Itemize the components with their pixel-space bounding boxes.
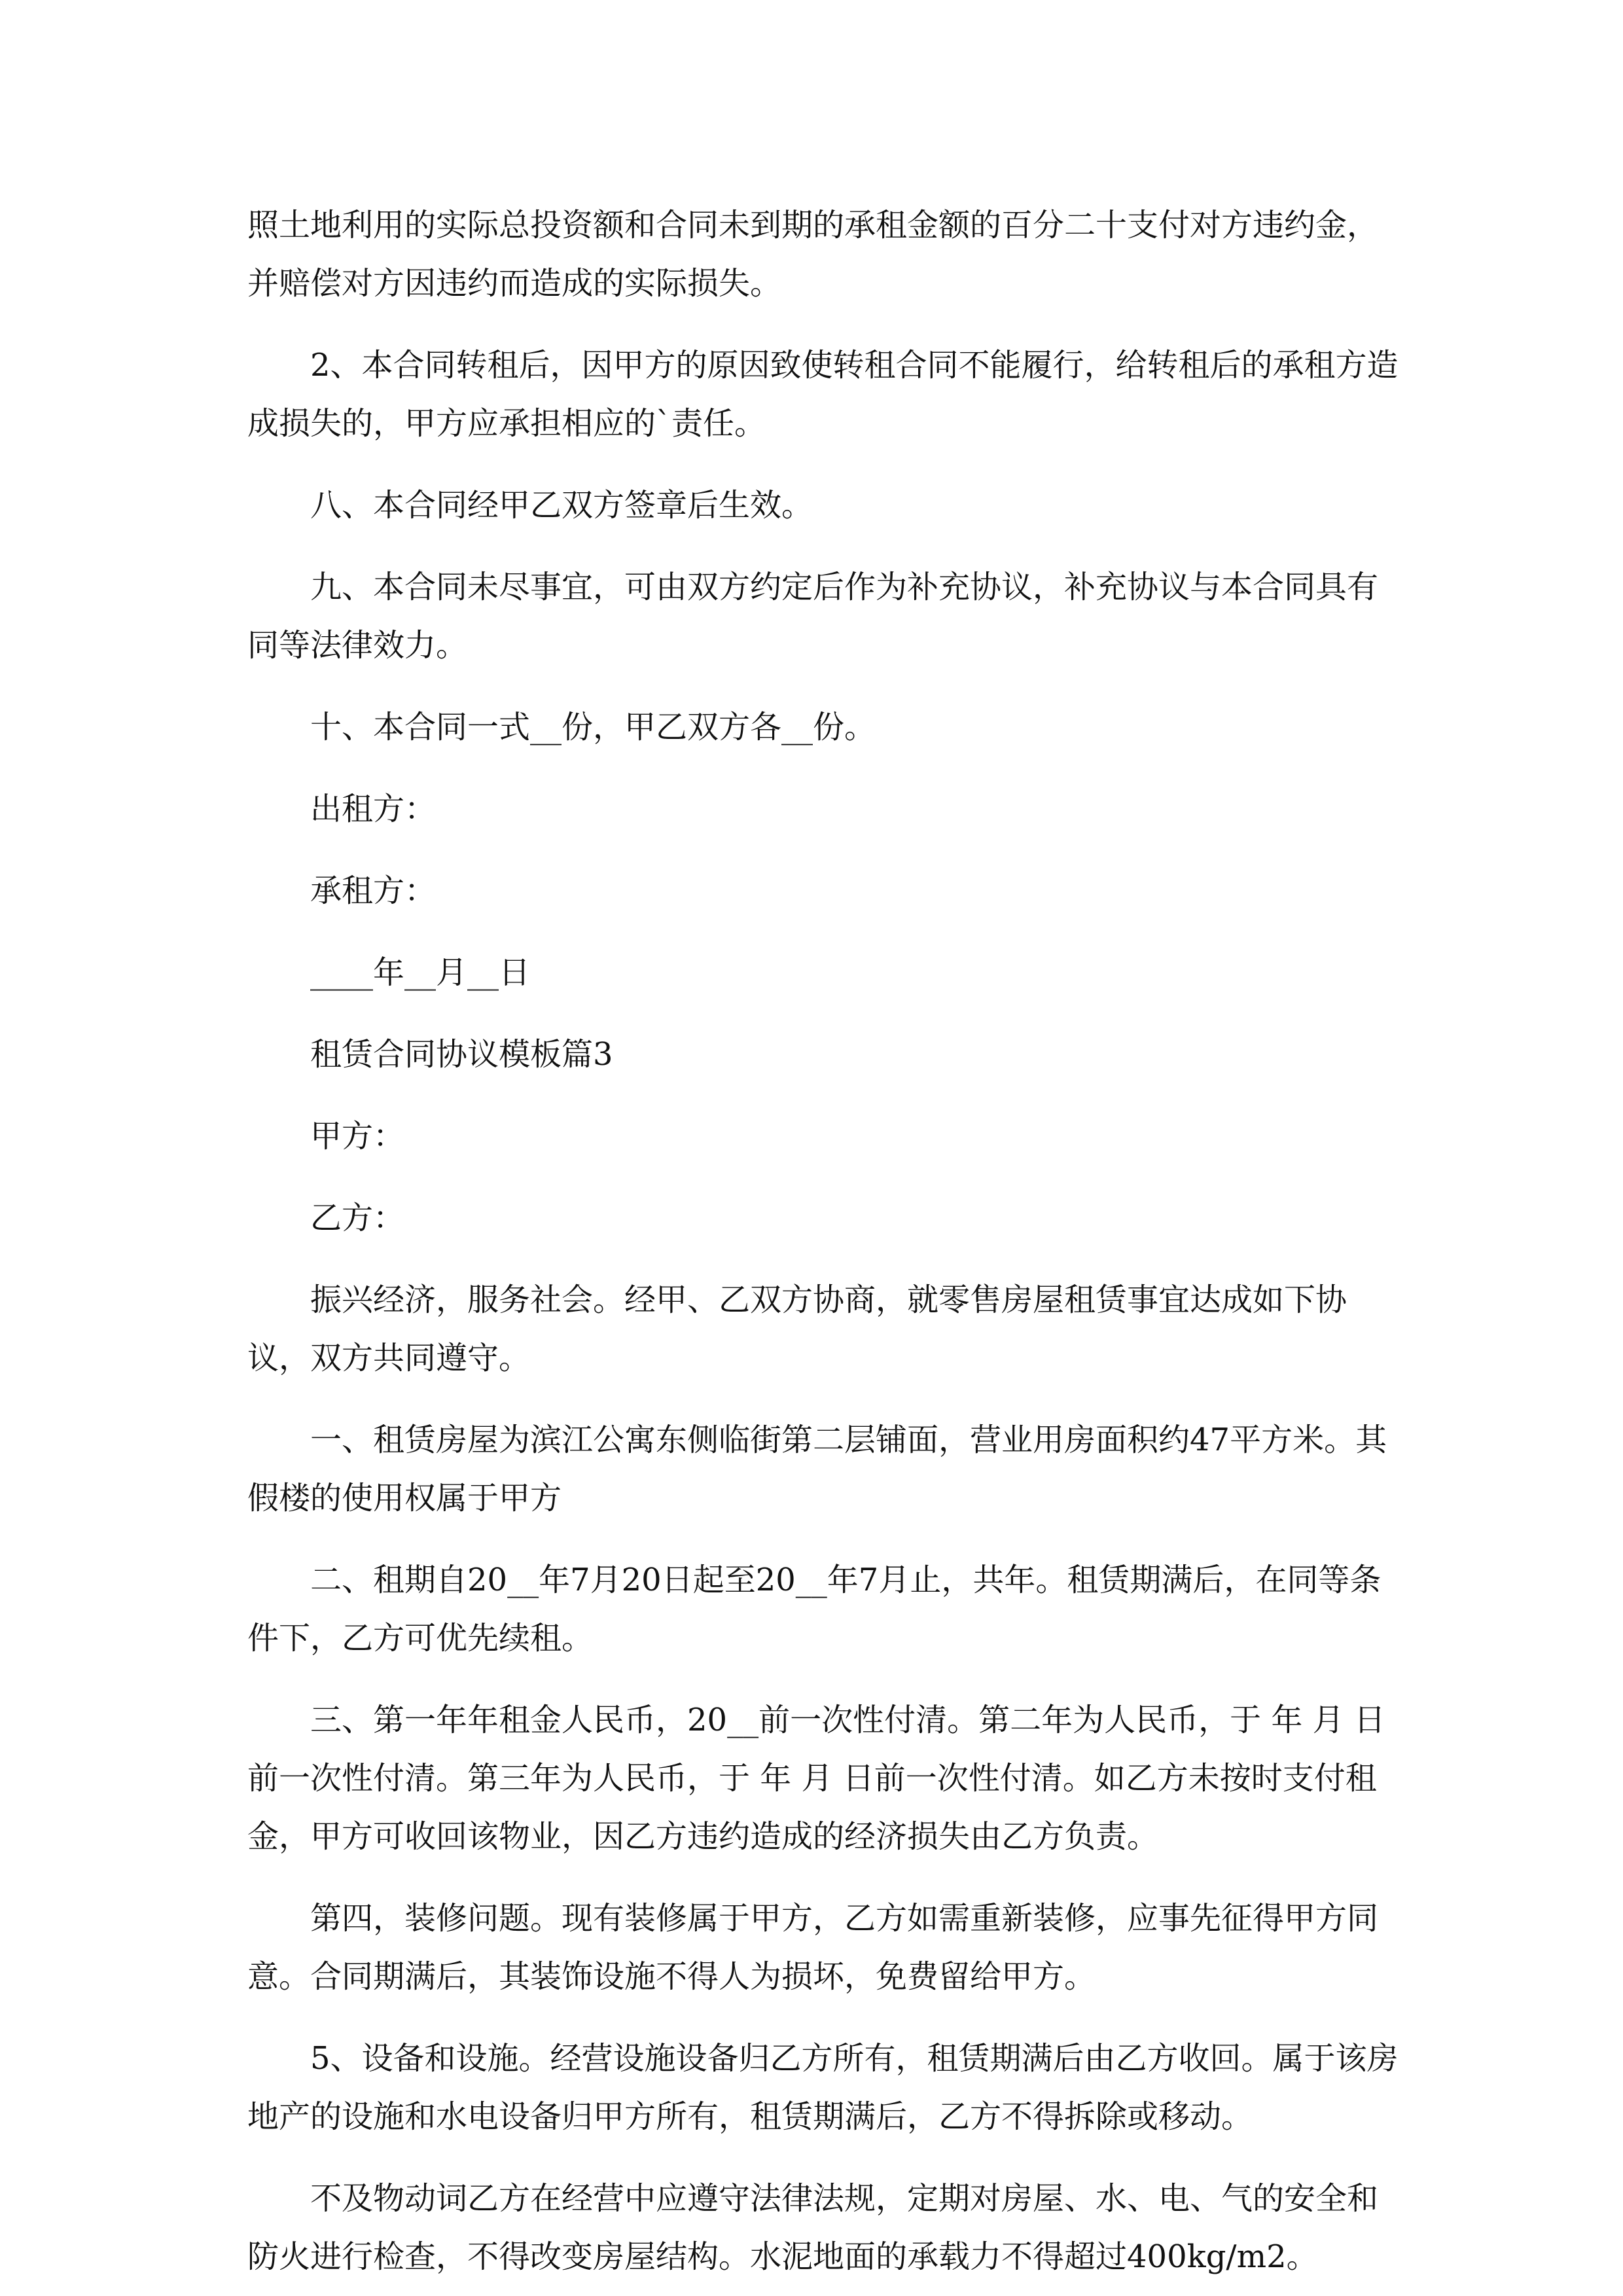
paragraph-clause-6: 不及物动词乙方在经营中应遵守法律法规，定期对房屋、水、电、气的安全和防火进行检查，不得改变房屋结构。水泥地面的承载力不得超过400kg/m2。 [247,2180,1379,2275]
section-heading: 租赁合同协议模板篇3 [310,1036,613,1073]
paragraph-liability-continued: 照土地利用的实际总投资额和合同未到期的承租金额的百分二十支付对方违约金，并赔偿对方因违约而造成的实际损失。 [247,207,1379,302]
paragraph-sublease-liability: 2、本合同转租后，因甲方的原因致使转租合同不能履行，给转租后的承租方造成损失的，甲方应承担相应的`责任。 [247,347,1399,442]
paragraph-preamble: 振兴经济，服务社会。经甲、乙双方协商，就零售房屋租赁事宜达成如下协议，双方共同遵守。 [247,1282,1347,1376]
paragraph-clause-2: 二、租期自20__年7月20日起至20__年7月止，共年。租赁期满后，在同等条件下，乙方可优先续租。 [247,1562,1382,1657]
paragraph-clause-1: 一、租赁房屋为滨江公寓东侧临街第二层铺面，营业用房面积约47平方米。其假楼的使用权属于甲方 [247,1422,1387,1516]
paragraph-clause-5: 5、设备和设施。经营设施设备归乙方所有，租赁期满后由乙方收回。属于该房地产的设施和水电设备归甲方所有，租赁期满后，乙方不得拆除或移动。 [247,2040,1399,2135]
paragraph-effective-clause: 八、本合同经甲乙双方签章后生效。 [310,487,813,524]
party-b-label: 乙方： [310,1200,405,1236]
paragraph-clause-3: 三、第一年年租金人民币，20__前一次性付清。第二年为人民币，于 年 月 日前一次性付清。第三年为人民币，于 年 月 日前一次性付清。如乙方未按时支付租金，甲方可收回该物业，因乙方违约造成的经济损失由乙方负责。 [247,1702,1385,1855]
document-body [247,196,1399,2286]
party-a-label: 甲方： [310,1118,405,1155]
paragraph-copies-clause: 十、本合同一式__份，甲乙双方各__份。 [310,709,876,745]
signature-date: ____年__月__日 [310,954,531,991]
signature-lessee: 承租方： [310,872,437,909]
signature-lessor: 出租方： [310,791,437,827]
paragraph-clause-4: 第四，装修问题。现有装修属于甲方，乙方如需重新装修，应事先征得甲方同意。合同期满后，其装饰设施不得人为损坏，免费留给甲方。 [247,1900,1379,1995]
paragraph-supplementary-clause: 九、本合同未尽事宜，可由双方约定后作为补充协议，补充协议与本合同具有同等法律效力。 [247,569,1379,664]
